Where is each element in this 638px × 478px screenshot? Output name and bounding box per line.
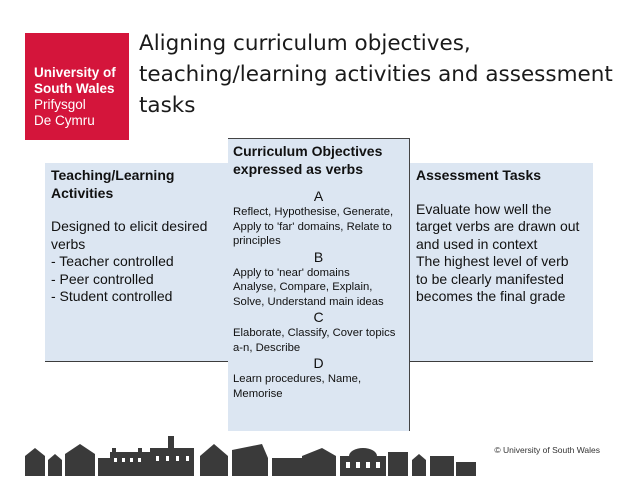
level-letter-d: D: [313, 355, 324, 371]
slide-title: [139, 28, 619, 121]
assessment-line: becomes the final grade: [416, 288, 566, 304]
teaching-heading-line-1: Teaching/Learning: [51, 167, 175, 183]
assessment-tasks-panel: [410, 163, 593, 362]
teaching-heading-line-2: Activities: [51, 184, 114, 201]
assessment-heading: Assessment Tasks: [416, 167, 542, 183]
logo-line-1: University of: [34, 65, 116, 80]
logo-line-4: De Cymru: [34, 113, 95, 128]
title-line-1: Aligning curriculum objectives,: [139, 31, 471, 56]
teaching-line: verbs: [51, 235, 86, 252]
assessment-line: The highest level of verb: [416, 253, 569, 269]
level-c-line: a-n, Describe: [233, 341, 301, 354]
assessment-line: Evaluate how well the: [416, 200, 552, 217]
level-b-line: Solve, Understand main ideas: [233, 295, 384, 308]
level-d-line: Memorise: [233, 387, 283, 400]
logo-line-2: South Wales: [34, 81, 115, 96]
assessment-line: to be clearly manifested: [416, 270, 564, 287]
objectives-heading-line-1: Curriculum Objectives: [233, 143, 383, 159]
teaching-activities-panel: [45, 163, 230, 362]
level-letter-c: C: [313, 309, 324, 325]
curriculum-objectives-panel: [228, 138, 410, 431]
level-b-line: Apply to 'near' domains: [233, 266, 350, 279]
teaching-line: - Peer controlled: [51, 270, 154, 287]
level-d-line: Learn procedures, Name,: [233, 373, 362, 385]
title-line-2: teaching/learning activities and assessment: [139, 62, 613, 87]
logo-line-3: Prifysgol: [34, 97, 86, 112]
level-letter-b: B: [313, 248, 324, 265]
assessment-line: target verbs are drawn out: [416, 218, 580, 234]
level-a-line: Reflect, Hypothesise, Generate,: [233, 206, 394, 218]
teaching-line: Designed to elicit desired: [51, 218, 208, 234]
level-b-line: Analyse, Compare, Explain,: [233, 281, 373, 293]
teaching-line: - Teacher controlled: [51, 253, 174, 269]
teaching-line: - Student controlled: [51, 288, 173, 304]
copyright-text: © University of South Wales: [494, 445, 600, 455]
level-c-line: Elaborate, Classify, Cover topics: [233, 327, 396, 339]
level-a-line: Apply to 'far' domains, Relate to: [233, 220, 392, 233]
objectives-heading-line-2: expressed as verbs: [233, 160, 363, 177]
assessment-line: and used in context: [416, 235, 538, 252]
skyline-illustration: [0, 434, 638, 478]
level-a-line: principles: [233, 235, 281, 247]
title-line-3: tasks: [139, 93, 196, 118]
university-logo: [25, 33, 129, 140]
level-letter-a: A: [313, 188, 324, 204]
